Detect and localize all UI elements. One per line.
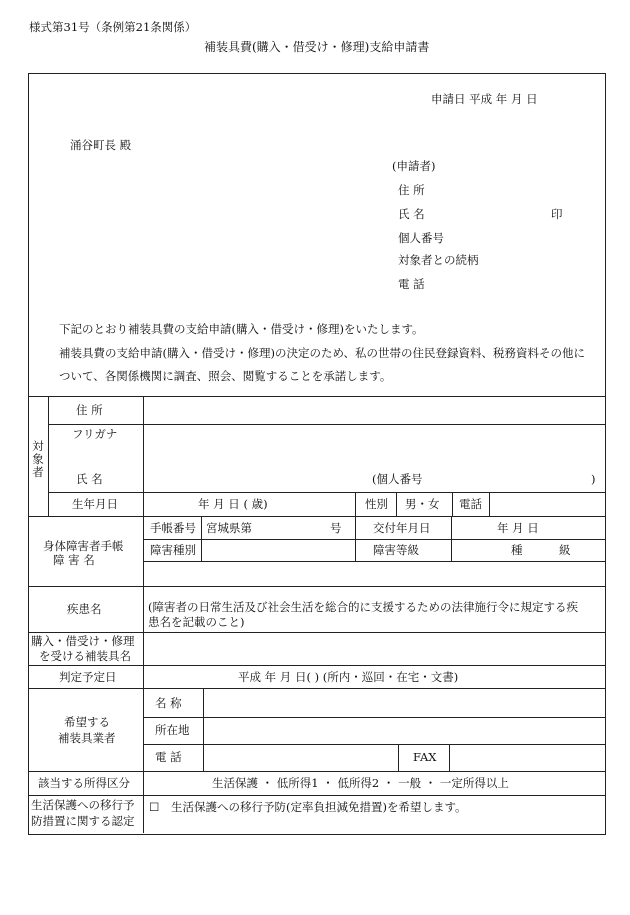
- col-line: [355, 516, 356, 561]
- income-category-label: 該当する所得区分: [38, 776, 130, 790]
- grade-type-mark: 種: [511, 543, 523, 557]
- col-line: [143, 396, 144, 833]
- subject-personal-number-label: (個人番号: [372, 472, 423, 486]
- row-line: [143, 561, 605, 562]
- book-number-suffix: 号: [330, 521, 342, 535]
- application-date[interactable]: 申請日 平成 年 月 日: [431, 92, 538, 106]
- statement-consent-line1: 補装具費の支給申請(購入・借受け・修理)の決定のため、私の世帯の住民登録資料、税務資料その他に: [59, 346, 586, 360]
- seal-mark: 印: [551, 207, 563, 221]
- subject-furigana-label: フリガナ: [72, 427, 118, 441]
- subject-name-label: 氏 名: [76, 472, 103, 486]
- welfare-label-line1: 生活保護への移行予: [31, 798, 135, 812]
- document-title: 補装具費(購入・借受け・修理)支給申請書: [204, 40, 430, 54]
- row-line: [48, 424, 605, 425]
- row-line: [48, 492, 605, 493]
- row-line: [28, 688, 605, 689]
- device-name-field[interactable]: [147, 640, 602, 658]
- row-line: [28, 771, 605, 772]
- welfare-label-line2: 防措置に関する認定: [31, 814, 135, 828]
- col-line: [201, 516, 202, 561]
- col-line: [452, 492, 453, 516]
- relationship-label: 対象者との続柄: [398, 253, 479, 267]
- disease-label: 疾患名: [67, 602, 102, 616]
- vendor-phone-label: 電 話: [155, 750, 182, 764]
- grade-level-mark: 級: [559, 543, 571, 557]
- subject-address-label: 住 所: [76, 403, 103, 417]
- subject-personal-number-close: ): [591, 472, 596, 486]
- device-label-line2: を受ける補装具名: [39, 649, 131, 663]
- vendor-fax-label: FAX: [413, 750, 437, 764]
- col-line: [489, 492, 490, 516]
- judgment-date-label: 判定予定日: [59, 670, 117, 684]
- subject-address-field[interactable]: [147, 403, 602, 419]
- personal-number-label: 個人番号: [398, 231, 444, 245]
- birthdate-field[interactable]: 年 月 日 ( 歳): [198, 497, 268, 511]
- vendor-name-field[interactable]: [207, 694, 602, 712]
- row-line: [28, 665, 605, 666]
- birthdate-label: 生年月日: [72, 497, 118, 511]
- subject-phone-field[interactable]: [493, 497, 601, 513]
- applicant-phone-label: 電 話: [398, 277, 425, 291]
- subject-side-label: 対象者: [32, 439, 44, 479]
- row-line: [28, 586, 605, 587]
- handbook-label: 身体障害者手帳: [43, 539, 124, 553]
- vendor-location-label: 所在地: [155, 723, 190, 737]
- col-line: [203, 688, 204, 771]
- judgment-date-field[interactable]: 平成 年 月 日( ) (所内・巡回・在宅・文書): [238, 670, 459, 684]
- income-category-options[interactable]: 生活保護 ・ 低所得1 ・ 低所得2 ・ 一般 ・ 一定所得以上: [212, 776, 509, 790]
- issue-date-label: 交付年月日: [373, 521, 431, 535]
- issue-date-field[interactable]: 年 月 日: [497, 521, 539, 535]
- disability-grade-label: 障害等級: [373, 543, 419, 557]
- vendor-label-line1: 希望する: [64, 715, 110, 729]
- statement-application: 下記のとおり補装具費の支給申請(購入・借受け・修理)をいたします。: [59, 322, 424, 336]
- vendor-name-label: 名 称: [155, 696, 182, 710]
- row-line: [28, 795, 605, 796]
- device-label-line1: 購入・借受け・修理: [31, 634, 135, 648]
- col-line: [451, 516, 452, 561]
- vendor-label-line2: 補装具業者: [58, 731, 116, 745]
- sex-label: 性別: [365, 497, 388, 511]
- disability-name-field[interactable]: [147, 566, 602, 582]
- applicant-address-label: 住 所: [398, 183, 425, 197]
- disability-type-label: 障害種別: [150, 543, 196, 557]
- vendor-location-field[interactable]: [207, 721, 602, 739]
- row-line: [143, 717, 605, 718]
- col-line: [48, 396, 49, 516]
- book-number-prefix: 宮城県第: [206, 521, 252, 535]
- col-line: [449, 744, 450, 771]
- row-line: [28, 516, 605, 517]
- subject-furigana-field[interactable]: [147, 427, 602, 443]
- disease-note-line2: 患名を記載のこと): [148, 615, 245, 629]
- row-line: [28, 632, 605, 633]
- welfare-text: 生活保護への移行予防(定率負担減免措置)を希望します。: [171, 800, 467, 814]
- row-line: [143, 744, 605, 745]
- col-line: [398, 744, 399, 771]
- book-number-label: 手帳番号: [150, 521, 196, 535]
- applicant-heading: (申請者): [392, 159, 436, 173]
- sex-field[interactable]: 男・女: [405, 497, 440, 511]
- row-line: [143, 539, 605, 540]
- vendor-phone-field[interactable]: [207, 748, 394, 766]
- table-top-line: [28, 396, 605, 397]
- form-number: 様式第31号（条例第21条関係）: [29, 20, 197, 34]
- book-number-field[interactable]: [275, 521, 325, 537]
- welfare-checkbox[interactable]: ☐: [149, 800, 160, 814]
- col-line: [355, 492, 356, 516]
- disease-note-line1: (障害者の日常生活及び社会生活を総合的に支援するための法律施行令に規定する疾: [148, 600, 578, 614]
- subject-name-field[interactable]: [147, 450, 367, 486]
- subject-phone-label: 電話: [459, 497, 482, 511]
- addressee: 涌谷町長 殿: [70, 138, 132, 152]
- disability-name-label: 障 害 名: [53, 553, 95, 567]
- applicant-name-label: 氏 名: [398, 207, 425, 221]
- vendor-fax-field[interactable]: [453, 748, 601, 766]
- disability-type-field[interactable]: [206, 543, 351, 559]
- col-line: [396, 492, 397, 516]
- statement-consent-line2: ついて、各関係機関に調査、照会、閲覧することを承諾します。: [59, 369, 392, 383]
